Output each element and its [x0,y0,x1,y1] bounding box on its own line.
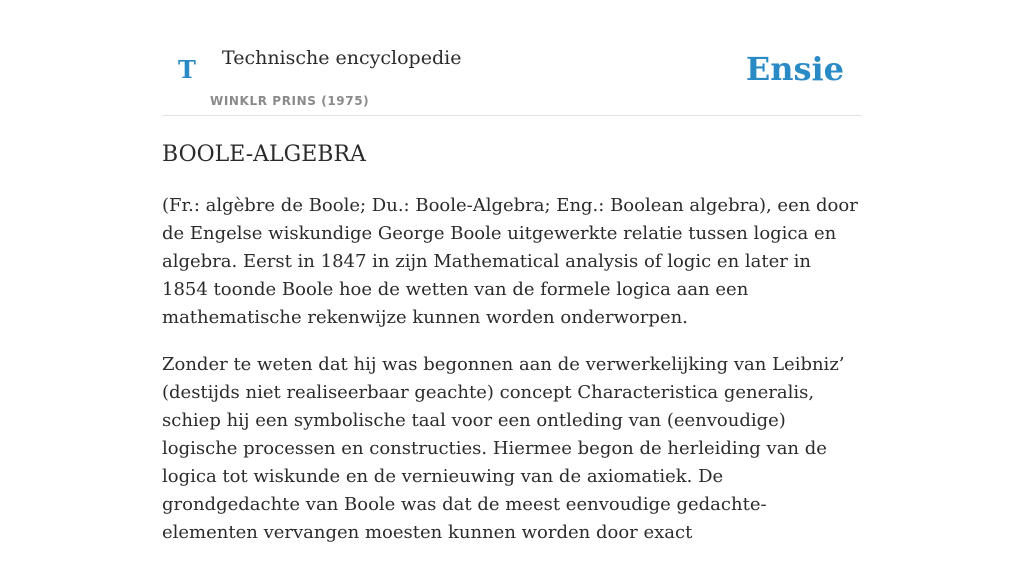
article-paragraph: Zonder te weten dat hij was begonnen aan de verwerkelijking van Leibniz’ (destijds niet realiseerbaar geachte) concept Characteristica generalis, schiep hij een symbolische taal voor een ontleding van (eenvoudige) logische processen en constructies. Hiermee begon de herleiding van de logica tot wiskunde en de vernieuwing van de axiomatiek. De grondgedachte van Boole was dat de meest eenvoudige gedachte-elementen vervangen moesten kunnen worden door exact [162,354,845,543]
article-paragraph: (Fr.: algèbre de Boole; Du.: Boole-Algebra; Eng.: Boolean algebra), een door de Engelse wiskundige George Boole uitgewerkte relatie tussen logica en algebra. Eerst in 1847 in zijn Mathematical analysis of logic en later in 1854 toonde Boole hoe de wetten van de formele logica aan een mathematische rekenwijze kunnen worden onderworpen. [162,195,858,328]
source-header [162,0,862,116]
ensie-brand-logo[interactable]: Ensie [745,50,844,88]
source-logo[interactable]: T [178,55,196,84]
source-subtitle: WINKLR PRINS (1975) [210,94,370,108]
source-title-link[interactable]: Technische encyclopedie [222,47,462,69]
article-title: BOOLE-ALGEBRA [162,142,366,167]
article-body [162,192,862,566]
page-container [162,0,862,543]
